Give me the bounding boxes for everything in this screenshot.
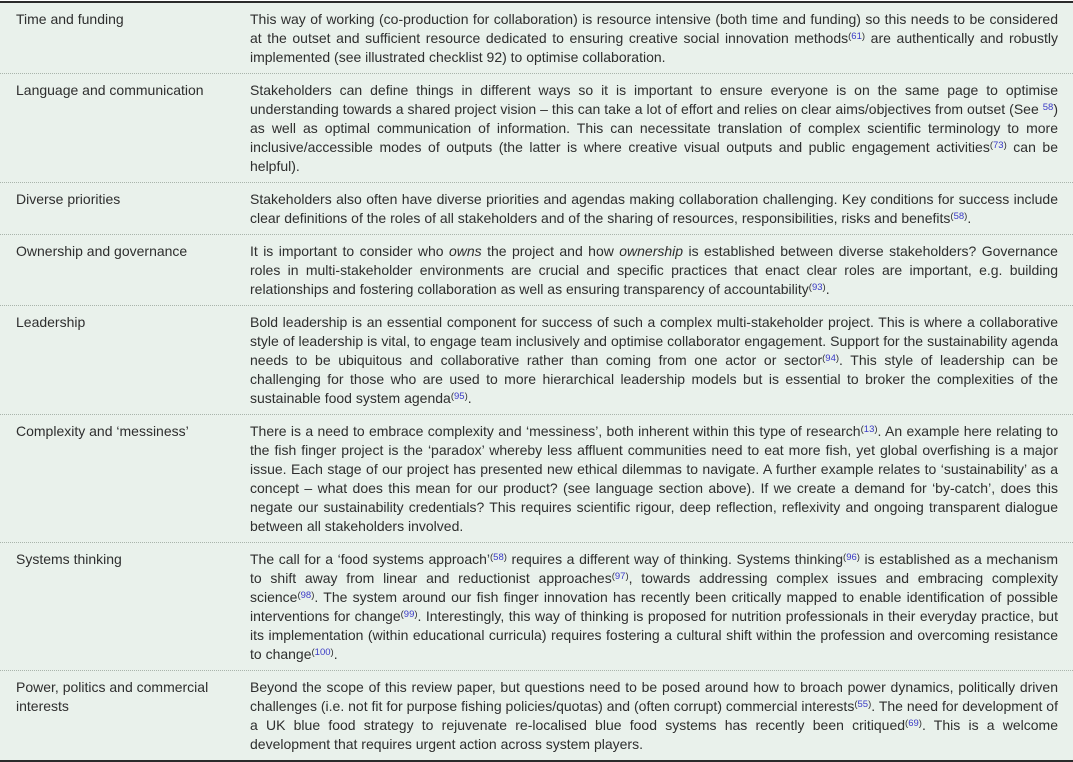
citation-number[interactable]: 69	[908, 717, 919, 729]
row-content: There is a need to embrace complexity and ‘messiness’, both inherent within this type of research$^{(13)}$. An example here relating to the fish finger project is the ‘paradox’ whereby less affluent communities need to eat more fish, yet global overfishing is a major issue. Each stage of our project has presented new ethical dilemmas to navigate. A further example relates to ‘sustainability’ as a concept – what does this mean for our product? (see language section above). If we create a demand for ‘by-catch’, does this negate our sustainability credentials? This requires scientific rigour, deep reflection, reflexivity and ongoing transparent dialogue between all stakeholders involved.	[250, 423, 1058, 534]
citation-number[interactable]: 97	[614, 570, 626, 582]
citation-paren: (	[611, 570, 615, 582]
citation-paren: (	[854, 698, 858, 710]
citation-paren: (	[905, 717, 909, 729]
citation-paren: )	[503, 551, 507, 563]
table-row	[0, 183, 1073, 235]
citation-paren: (	[848, 30, 852, 42]
citation-ref[interactable]	[950, 211, 967, 222]
citation-paren: (	[808, 281, 812, 293]
citation-ref[interactable]	[612, 571, 629, 582]
row-label: Language and communication	[16, 82, 204, 98]
citation-paren: )	[822, 281, 826, 293]
citation-paren: (	[843, 551, 847, 563]
citation-paren: )	[868, 698, 872, 710]
citation-paren: (	[490, 551, 494, 563]
italic-text: owns	[448, 243, 482, 259]
citation-paren: )	[861, 30, 866, 42]
citation-ref[interactable]	[490, 552, 507, 563]
citation-paren: (	[311, 646, 315, 658]
citation-paren: )	[1003, 139, 1007, 151]
table-row	[0, 235, 1073, 306]
citation-paren: (	[450, 390, 454, 402]
citation-ref[interactable]	[843, 552, 860, 563]
citation-paren: )	[874, 423, 878, 435]
citation-paren: )	[835, 352, 840, 364]
citation-paren: (	[297, 589, 301, 601]
citation-ref[interactable]	[312, 647, 334, 658]
row-label: Leadership	[16, 314, 86, 330]
citation-number[interactable]: 73	[993, 139, 1004, 151]
citation-ref[interactable]	[297, 590, 314, 601]
citation-ref[interactable]	[848, 31, 865, 42]
row-content: Beyond the scope of this review paper, but questions need to be posed around how to broach power dynamics, politically driven challenges (i.e. not fit for purpose fishing policies/quotas) and (often corrupt) commercial interests$^{(55)}$. The need for development of a UK blue food strategy to rejuvenate re-localised blue food systems has recently been critiqued$^{(69)}$. This is a welcome development that requires urgent action across system players.	[250, 679, 1059, 752]
citation-ref[interactable]	[401, 609, 418, 620]
citation-ref[interactable]	[809, 282, 826, 293]
citation-ref[interactable]	[854, 699, 871, 710]
row-content: It is important to consider who owns the project and how ownership is established between diverse stakeholders? Governance roles in multi-stakeholder environments are crucial and specific practices that enact clear roles are important, e.g. building relationships and fostering collaboration as well as ensuring transparency of accountability$^{(93)}$.	[250, 243, 1058, 297]
row-content: Stakeholders also often have diverse priorities and agendas making collaboration challenging. Key conditions for success include clear definitions of the roles of all stakeholders and of the sharing of resources, responsibilities, risks and benefits$^{(58)}$.	[250, 191, 1058, 226]
citation-number[interactable]: 55	[857, 698, 869, 710]
citation-paren: (	[822, 352, 826, 364]
citation-number[interactable]: 96	[846, 551, 857, 563]
citation-number[interactable]: 100	[314, 646, 331, 658]
row-label: Ownership and governance	[16, 243, 188, 259]
citation-number[interactable]: 95	[453, 390, 465, 402]
challenges-table-body	[0, 3, 1073, 760]
citation-ref[interactable]	[822, 353, 839, 364]
citation-number[interactable]: 94	[825, 352, 836, 364]
row-label: Systems thinking	[16, 551, 122, 567]
citation-paren: )	[964, 210, 968, 222]
citation-ref[interactable]	[861, 424, 878, 435]
row-label: Time and funding	[16, 11, 124, 27]
italic-text: ownership	[619, 243, 684, 259]
table-row	[0, 671, 1073, 760]
row-content: This way of working (co-production for collaboration) is resource intensive (both time and funding) so this needs to be considered at the outset and sufficient resource dedicated to ensuring creative social innovation methods$^{(61)}$ are authentically and robustly implemented (see illustrated checklist 92) to optimise collaboration.	[250, 11, 1058, 65]
citation-number[interactable]: 13	[863, 423, 875, 435]
citation-paren: )	[330, 646, 334, 658]
citation-paren: )	[311, 589, 315, 601]
citation-ref[interactable]	[990, 140, 1007, 151]
row-content: Bold leadership is an essential component for success of such a complex multi-stakeholder project. This is where a collaborative style of leadership is vital, to engage team inclusively and optimise collaborator engagement. Support for the sustainability agenda needs to be ubiquitous and collaborative rather than coming from one actor or sector$^{(94)}$. This style of leadership can be challenging for those who are used to more hierarchical leadership models but is essential to broker the complexities of the sustainable food system agenda$^{(95)}$.	[250, 314, 1058, 406]
table-row	[0, 3, 1073, 74]
citation-paren: )	[414, 608, 418, 620]
row-content: Stakeholders can define things in different ways so it is important to ensure everyone is on the same page to optimise understanding towards a shared project vision – this can take a lot of effort and relies on clear aims/objectives from outset (See $^{58}$) as well as optimal communication of information. This can necessitate translation of complex scientific terminology to more inclusive/accessible modes of outputs (the latter is where creative visual outputs and public engagement activities$^{(73)}$ can be helpful).	[250, 82, 1058, 174]
citation-ref[interactable]	[451, 391, 468, 402]
citation-number[interactable]: 93	[811, 281, 823, 293]
citation-number[interactable]: 58	[493, 551, 504, 563]
citation-number[interactable]: 98	[300, 589, 312, 601]
citation-number[interactable]: 61	[851, 30, 862, 42]
citation-ref[interactable]	[905, 718, 922, 729]
table-row	[0, 306, 1073, 415]
row-label: Complexity and ‘messiness’	[16, 423, 189, 439]
row-label: Power, politics and commercial interests	[16, 679, 209, 714]
citation-number[interactable]: 99	[403, 608, 415, 620]
citation-ref[interactable]	[1043, 102, 1054, 113]
citation-paren: )	[625, 570, 629, 582]
table-row	[0, 543, 1073, 671]
citation-number[interactable]: 58	[1042, 101, 1054, 113]
citation-paren: (	[950, 210, 954, 222]
table-row	[0, 74, 1073, 183]
citation-paren: )	[856, 551, 860, 563]
citation-paren: )	[918, 717, 922, 729]
citation-paren: (	[989, 139, 993, 151]
row-label: Diverse priorities	[16, 191, 121, 207]
citation-paren: )	[464, 390, 468, 402]
citation-number[interactable]: 58	[953, 210, 965, 222]
citation-paren: (	[400, 608, 404, 620]
challenges-table	[0, 1, 1073, 762]
table-row	[0, 415, 1073, 543]
citation-paren: (	[860, 423, 864, 435]
row-content: The call for a ‘food systems approach’$^{(58)}$ requires a different way of thinking. Systems thinking$^{(96)}$ is established as a mechanism to shift away from linear and reductionist approaches$^{(97)}$, towards addressing complex issues and embracing complexity science$^{(98)}$. The system around our fish finger innovation has recently been critically mapped to enable identification of possible interventions for change$^{(99)}$. Interestingly, this way of thinking is proposed for nutrition professionals in their everyday practice, but its implementation (within educational curricula) requires fostering a cultural shift within the profession and overcoming resistance to change$^{(100)}$.	[250, 551, 1058, 662]
